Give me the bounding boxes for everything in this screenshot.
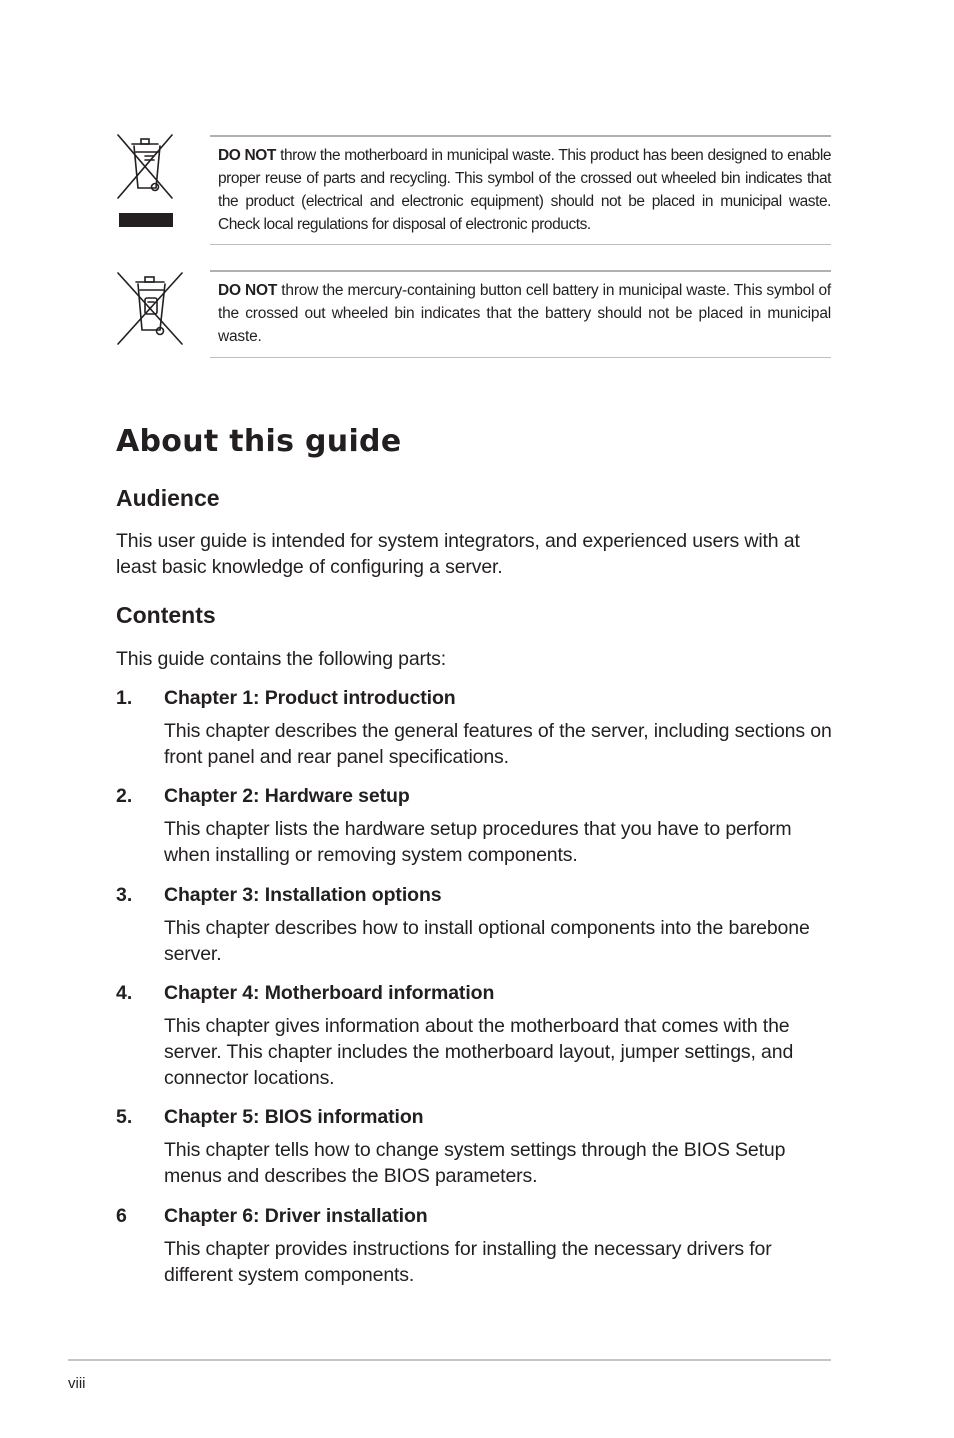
- contents-intro: This guide contains the following parts:: [116, 648, 447, 670]
- item-title: Chapter 4: Motherboard information: [164, 982, 495, 1004]
- footer-rule: [68, 1359, 831, 1361]
- notice-bottom-rule: [210, 244, 831, 245]
- item-number: 5.: [116, 1106, 133, 1128]
- notice-emphasis: DO NOT: [218, 147, 276, 164]
- contents-heading: Contents: [116, 602, 216, 628]
- weee-notice: [110, 130, 831, 246]
- item-number: 4.: [116, 982, 133, 1004]
- notice-emphasis: DO NOT: [218, 282, 278, 299]
- page-title: About this guide: [116, 424, 402, 459]
- notice-body: throw the mercury-containing button cell battery in municipal waste. This symbol of the crossed out wheeled bin indicates that the battery should not be placed in municipal waste.: [218, 282, 832, 345]
- notice-bottom-rule: [210, 357, 831, 358]
- crossed-wheeled-bin-battery-icon: [110, 268, 190, 353]
- item-description: This chapter describes how to install optional components into the barebone server.: [164, 917, 810, 965]
- item-number: 1.: [116, 687, 133, 709]
- audience-text: This user guide is intended for system integrators, and experienced users with at least basic knowledge of configuring a server.: [116, 530, 800, 578]
- notice-body: throw the motherboard in municipal waste. This product has been designed to enable proper reuse of parts and recycling. This symbol of the crossed out wheeled bin indicates that the product (electrical and electronic equipment) should not be placed in municipal waste. Check local regulations for disposal of electronic products.: [218, 147, 831, 233]
- item-description: This chapter lists the hardware setup procedures that you have to perform when installing or removing system components.: [164, 818, 792, 866]
- item-title: Chapter 1: Product introduction: [164, 687, 456, 709]
- item-description: This chapter tells how to change system settings through the BIOS Setup menus and describes the BIOS parameters.: [164, 1139, 786, 1187]
- item-description: This chapter describes the general features of the server, including sections on front panel and rear panel specifications.: [164, 720, 832, 768]
- item-number: 6: [116, 1205, 127, 1227]
- item-description: This chapter gives information about the motherboard that comes with the server. This chapter includes the motherboard layout, jumper settings, and connector locations.: [164, 1015, 794, 1089]
- notice-text: [218, 144, 831, 236]
- notice-top-rule: [210, 135, 831, 137]
- item-title: Chapter 3: Installation options: [164, 884, 442, 906]
- audience-heading: Audience: [116, 485, 220, 511]
- page-number: viii: [68, 1375, 86, 1392]
- notice-top-rule: [210, 270, 831, 272]
- item-title: Chapter 2: Hardware setup: [164, 785, 410, 807]
- battery-notice: [110, 268, 831, 360]
- item-number: 3.: [116, 884, 133, 906]
- crossed-wheeled-bin-icon: [110, 130, 180, 235]
- item-title: Chapter 5: BIOS information: [164, 1106, 424, 1128]
- item-number: 2.: [116, 785, 133, 807]
- item-description: This chapter provides instructions for installing the necessary drivers for different system components.: [164, 1238, 772, 1286]
- item-title: Chapter 6: Driver installation: [164, 1205, 428, 1227]
- notice-text: [218, 279, 831, 348]
